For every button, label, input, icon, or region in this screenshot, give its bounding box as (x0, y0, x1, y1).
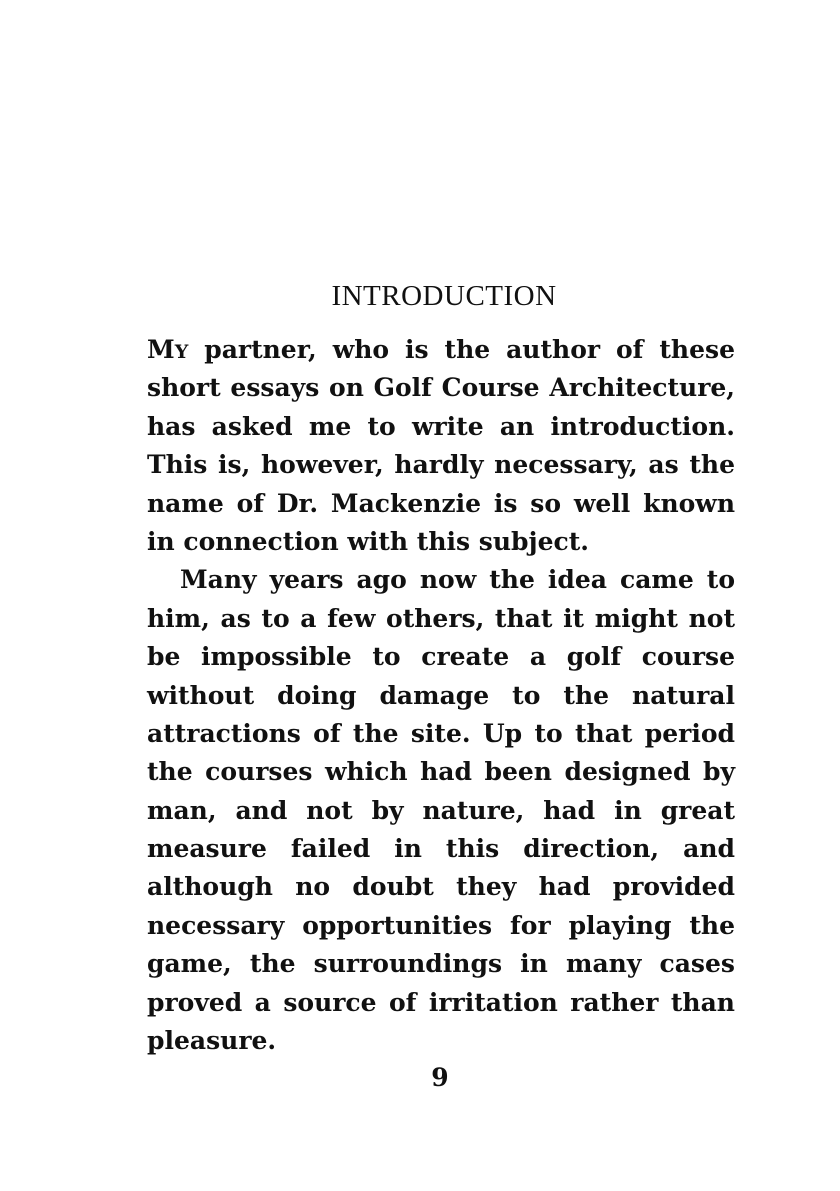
body-text (147, 331, 735, 1060)
paragraph-1 (147, 331, 735, 561)
text-line: measure failed in this direction, and (147, 834, 735, 864)
text-line: pleasure. (147, 1026, 277, 1056)
text-line: has asked me to write an introduction. (147, 411, 735, 441)
first-word-small-caps: Y (174, 341, 189, 363)
page-number: 9 (431, 1063, 449, 1092)
line-text: partner, who is the author of these (188, 335, 735, 364)
text-line: him, as to a few others, that it might not (147, 603, 735, 633)
text-line: This is, however, hardly necessary, as the (147, 450, 735, 480)
text-line: attractions of the site. Up to that period (147, 718, 735, 748)
text-line: short essays on Golf Course Architecture, (147, 373, 735, 403)
text-line: the courses which had been designed by (147, 757, 735, 787)
text-line: without doing damage to the natural (147, 680, 735, 710)
paragraph-2 (147, 561, 735, 1060)
chapter-heading: INTRODUCTION (331, 280, 557, 312)
text-line: game, the surroundings in many cases (147, 949, 735, 979)
first-word-capital: M (147, 335, 175, 364)
text-line: although no doubt they had provided (147, 872, 735, 902)
text-line: be impossible to create a golf course (147, 642, 735, 672)
text-line: in connection with this subject. (147, 526, 589, 556)
text-line: proved a source of irritation rather than (147, 987, 735, 1017)
text-line: name of Dr. Mackenzie is so well known (147, 488, 735, 518)
text-line: necessary opportunities for playing the (147, 910, 735, 940)
text-line (147, 331, 735, 369)
text-line: man, and not by nature, had in great (147, 795, 735, 825)
text-line: Many years ago now the idea came to (180, 565, 735, 595)
